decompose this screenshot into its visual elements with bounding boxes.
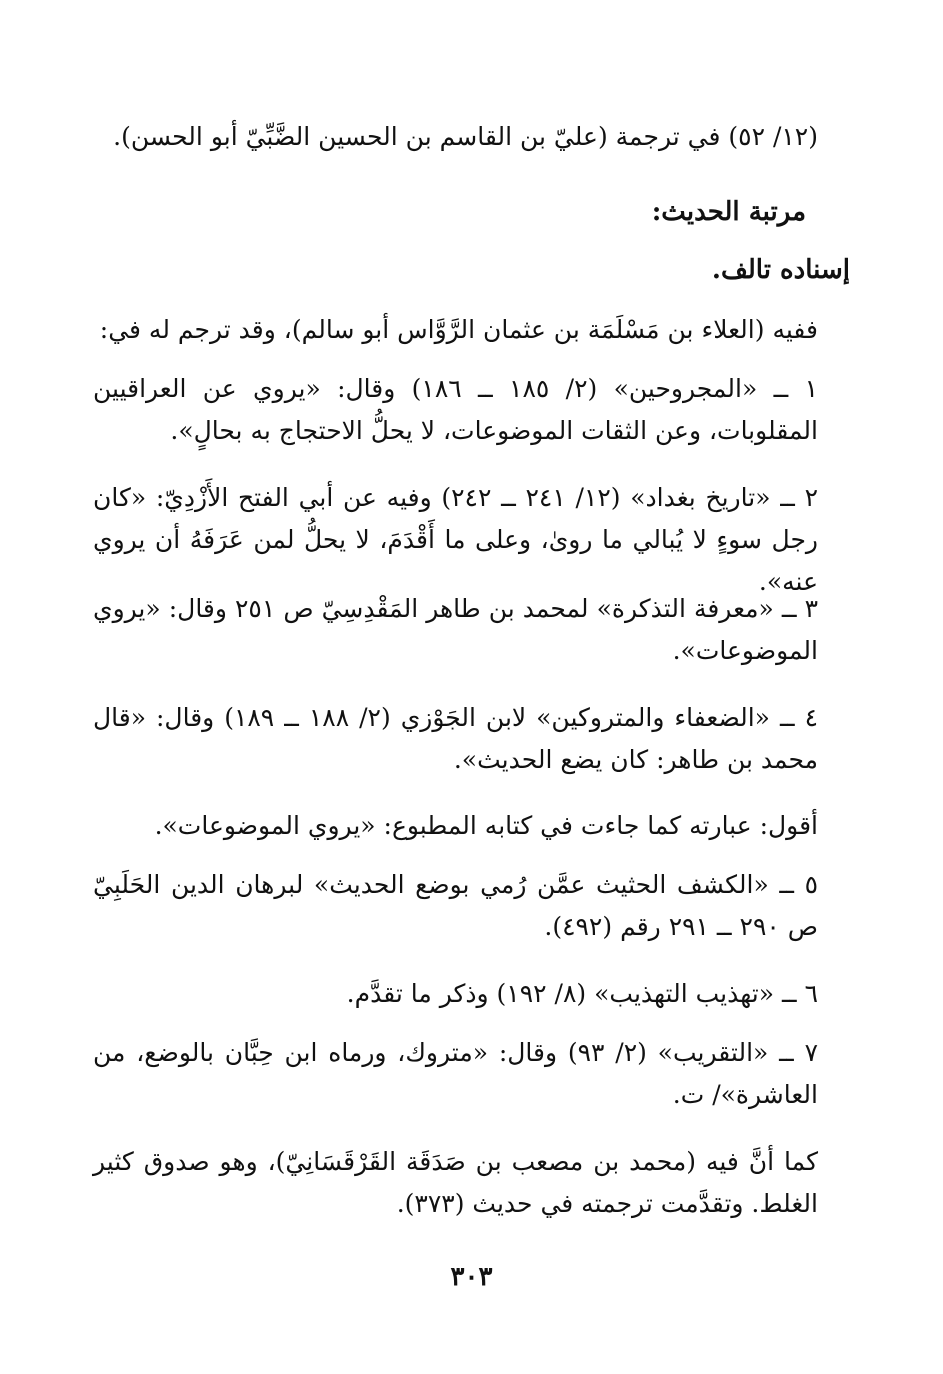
paragraph-source-4: ٤ ــ «الضعفاء والمتروكين» لابن الجَوْزي (٢/ ١٨٨ ــ ١٨٩) وقال: «قال محمد بن طاهر: كان يضع الحديث». — [93, 703, 819, 774]
paragraph-comment: أقول: عبارته كما جاءت في كتابه المطبوع: «يروي الموضوعات». — [154, 811, 818, 840]
paragraph-reference: (١٢/ ٥٢) في ترجمة (عليّ بن القاسم بن الحسين الضَّبِّيّ أبو الحسن). — [113, 122, 818, 151]
paragraph-source-3: ٣ ــ «معرفة التذكرة» لمحمد بن طاهر المَقْدِسِيّ ص ٢٥١ وقال: «يروي الموضوعات». — [93, 594, 818, 665]
isnad-verdict: إسناده تالف. — [711, 255, 850, 285]
paragraph-conclusion: كما أنَّ فيه (محمد بن مصعب بن صَدَقَة القَرْقَسَانِيّ)، وهو صدوق كثير الغلط. وتقدَّمت ترجمته في حديث (٣٧٣). — [93, 1147, 818, 1218]
paragraph-source-5: ٥ ــ «الكشف الحثيث عمَّن رُمي بوضع الحديث» لبرهان الدين الحَلَبِيّ ص ٢٩٠ ــ ٢٩١ رقم (٤٩٢). — [93, 870, 818, 941]
paragraph-source-1: ١ ــ «المجروحين» (٢/ ١٨٥ ــ ١٨٦) وقال: «يروي عن العراقيين المقلوبات، وعن الثقات الموضوعات، لا يحلُّ الاحتجاج به بحالٍ». — [93, 374, 818, 445]
section-heading: مرتبة الحديث: — [651, 197, 806, 227]
page-number: ٣٠٣ — [450, 1262, 493, 1292]
paragraph-source-7: ٧ ــ «التقريب» (٢/ ٩٣) وقال: «متروك، ورماه ابن حِبَّان بالوضع، من العاشرة»/ ت. — [93, 1038, 818, 1109]
paragraph-source-2: ٢ ــ «تاريخ بغداد» (١٢/ ٢٤١ ــ ٢٤٢) وفيه عن أبي الفتح الأَزْدِيّ: «كان رجل سوءٍ لا يُبالي ما روىٰ، وعلى ما أَقْدَمَ، لا يحلُّ لمن عَرَفَهُ أن يروي عنه». — [93, 483, 819, 596]
paragraph-source-6: ٦ ــ «تهذيب التهذيب» (٨/ ١٩٢) وذكر ما تقدَّم. — [346, 979, 818, 1008]
paragraph-narrator: ففيه (العلاء بن مَسْلَمَة بن عثمان الرَّوَّاس أبو سالم)، وقد ترجم له في: — [99, 315, 818, 344]
